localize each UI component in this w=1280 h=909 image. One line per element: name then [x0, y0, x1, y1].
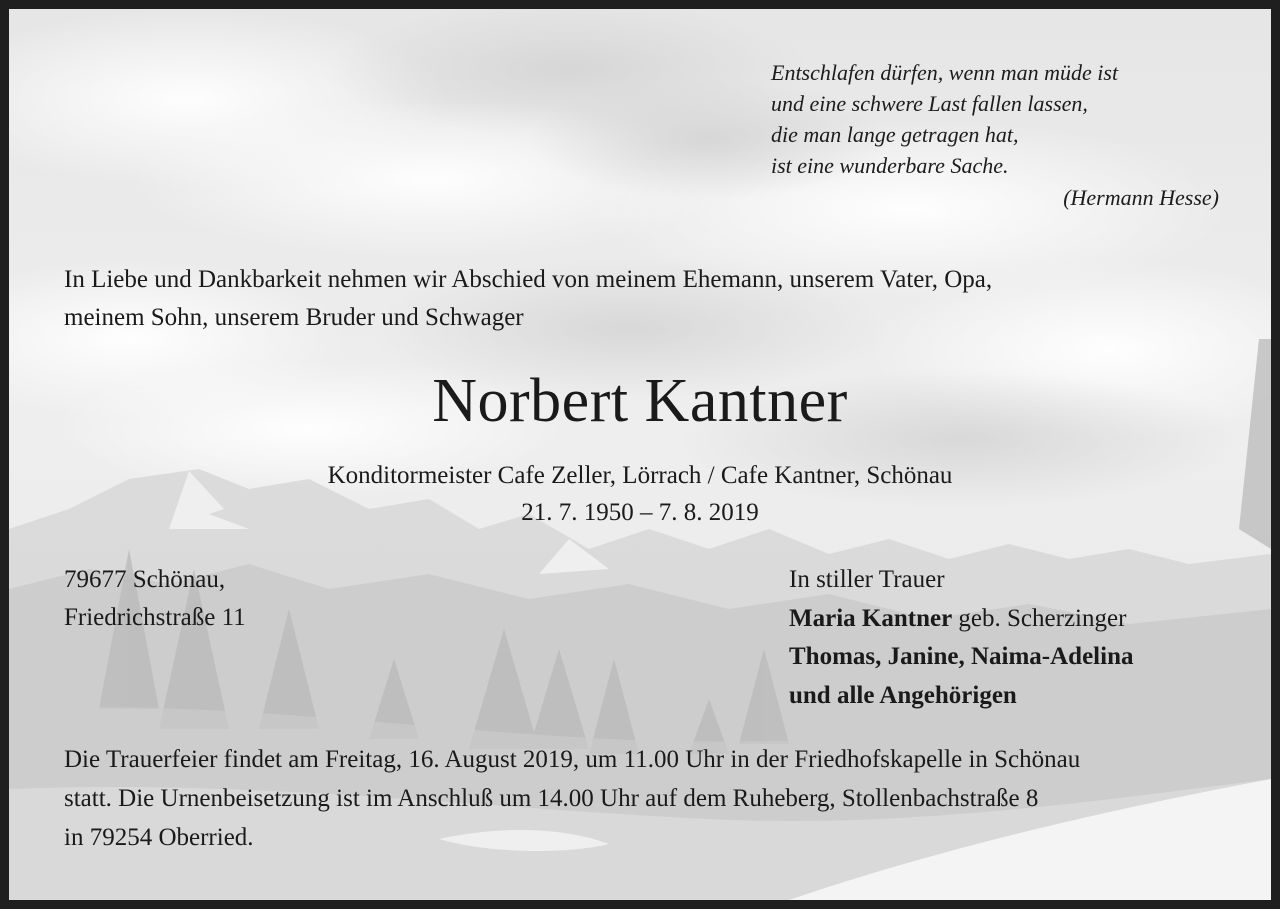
- ceremony-line: statt. Die Urnenbeisetzung ist im Anschluß um 14.00 Uhr auf dem Ruheberg, Stollenbachstraße 8: [64, 785, 1039, 812]
- deceased-profession: Konditormeister Cafe Zeller, Lörrach / Cafe Kantner, Schönau: [327, 462, 953, 489]
- address-line-2: Friedrichstraße 11: [64, 604, 246, 631]
- mourner-spouse: [789, 600, 1133, 639]
- spouse-maiden-name: geb. Scherzinger: [952, 604, 1127, 632]
- mourner-family: [789, 638, 1133, 677]
- deceased-dates: 21. 7. 1950 – 7. 8. 2019: [521, 499, 759, 526]
- intro-line: meinem Sohn, unserem Bruder und Schwager: [64, 304, 524, 331]
- mourner-relatives: [789, 677, 1133, 716]
- family-names: Thomas, Janine, Naima-Adelina: [789, 643, 1134, 670]
- obituary-content: [9, 9, 1271, 900]
- quote-line: die man lange getragen hat,: [771, 122, 1019, 147]
- ceremony-line: Die Trauerfeier findet am Freitag, 16. August 2019, um 11.00 Uhr in der Friedhofskapelle in Schönau: [64, 746, 1081, 773]
- quote-author: (Hermann Hesse): [1063, 185, 1219, 210]
- farewell-intro: [64, 261, 1234, 337]
- mourners-list: [789, 561, 1133, 715]
- ceremony-line: in 79254 Oberried.: [64, 824, 254, 851]
- family-address: [64, 561, 246, 637]
- intro-line: In Liebe und Dankbarkeit nehmen wir Abschied von meinem Ehemann, unserem Vater, Opa,: [64, 266, 993, 293]
- relatives-text: und alle Angehörigen: [789, 681, 1017, 709]
- spouse-name: Maria Kantner: [789, 604, 953, 632]
- quote-line: und eine schwere Last fallen lassen,: [771, 91, 1088, 116]
- ceremony-info: [64, 740, 1234, 857]
- deceased-name: Norbert Kantner: [432, 367, 848, 435]
- quote-line: ist eine wunderbare Sache.: [771, 153, 1009, 178]
- deceased-details: [9, 457, 1271, 531]
- mourning-heading: In stiller Trauer: [789, 566, 945, 593]
- quote-line: Entschlafen dürfen, wenn man müde ist: [771, 60, 1119, 85]
- address-line-1: 79677 Schönau,: [64, 566, 226, 593]
- poem-quote: [771, 57, 1219, 213]
